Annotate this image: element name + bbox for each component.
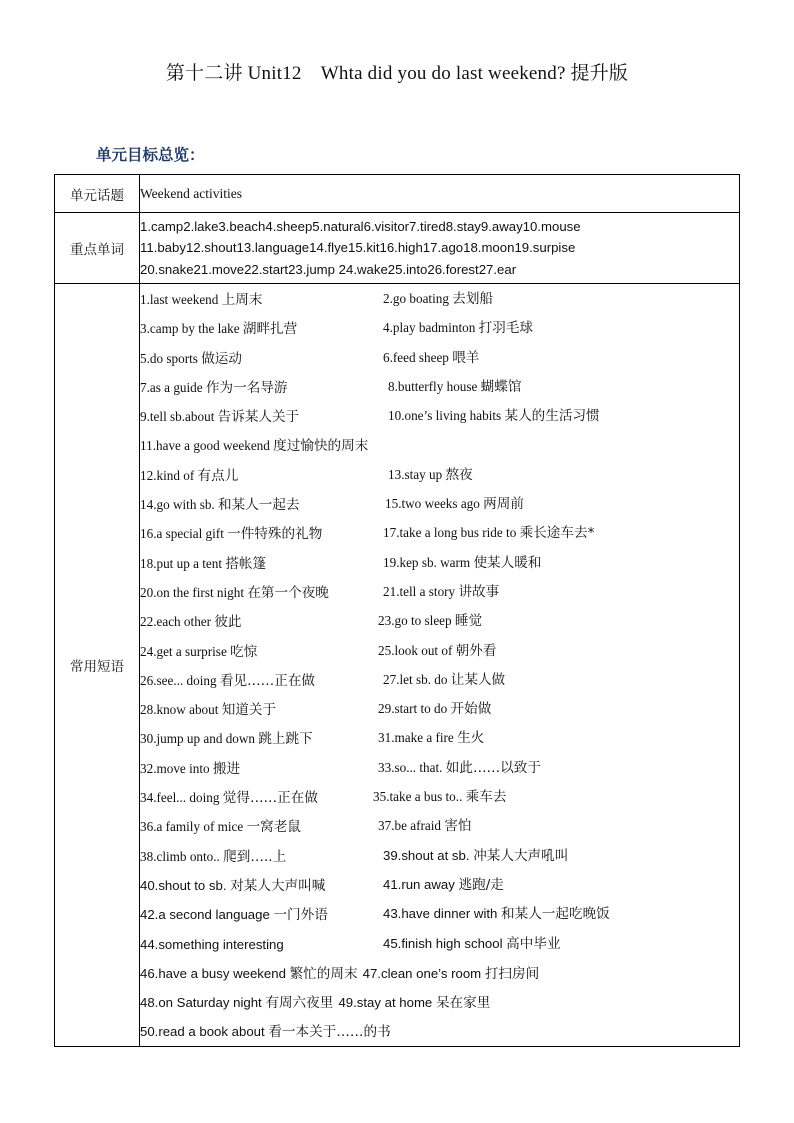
phrase-chinese: 一窝老鼠: [246, 819, 301, 836]
phrase-row: [140, 782, 739, 811]
phrase-item: [140, 344, 242, 374]
phrase-english: 30.jump up and down: [140, 731, 259, 747]
phrase-chinese: 如此……以致于: [445, 759, 541, 776]
phrase-english: 38.climb onto..: [140, 848, 224, 864]
phrase-english: 13.stay up: [388, 466, 446, 482]
topic-row: [55, 175, 740, 213]
phrase-chinese: 看见……正在做: [219, 672, 316, 689]
phrase-chinese: 某人的生活习惯: [504, 408, 600, 425]
phrase-item: [378, 636, 496, 666]
phrase-english: 45.finish high school: [383, 935, 507, 951]
phrase-row: [140, 372, 739, 401]
phrase-chinese: 搬进: [212, 760, 241, 777]
phrase-row: [140, 577, 739, 606]
phrase-row: [140, 401, 739, 430]
phrase-item: [140, 783, 318, 813]
phrase-english: 15.two weeks ago: [385, 496, 484, 512]
phrase-item: [378, 811, 471, 841]
phrase-row: [140, 694, 739, 723]
phrase-item: [373, 782, 506, 812]
phrase-item: [383, 313, 533, 343]
phrase-english: 50.read a book about: [140, 1024, 269, 1040]
phrase-row: [140, 343, 739, 372]
phrase-item: [388, 460, 473, 490]
phrase-item: [140, 959, 358, 989]
phrase-english: 12.kind of: [140, 467, 198, 483]
phrase-chinese: 爬到…..上: [223, 848, 287, 865]
phrase-chinese: 有周六夜里: [265, 995, 334, 1012]
phrase-english: 18.put up a tent: [140, 555, 226, 571]
phrase-english: 42.a second language: [140, 907, 274, 923]
phrase-english: 32.move into: [140, 760, 213, 776]
phrase-chinese: 乘长途车去*: [519, 525, 595, 542]
phrase-row: [140, 958, 739, 987]
phrase-item: [383, 841, 568, 871]
phrase-english: 34.feel... doing: [140, 790, 223, 806]
phrase-chinese: 搭帐篷: [225, 555, 267, 572]
phrase-english: 14.go with sb.: [140, 497, 219, 513]
phrase-english: 41.run away: [383, 876, 459, 892]
phrase-chinese: 呆在家里: [435, 995, 491, 1012]
phrase-chinese: 讲故事: [458, 583, 500, 600]
phrase-item: [338, 988, 490, 1018]
phrase-chinese: 告诉某人关于: [217, 409, 300, 426]
phrase-item: [140, 842, 286, 872]
phrase-chinese: 使某人暖和: [473, 554, 542, 571]
phrase-english: 47.clean one’s room: [362, 965, 485, 981]
phrase-item: [363, 959, 540, 989]
phrase-english: 28.know about: [140, 702, 222, 718]
phrase-english: 25.look out of: [378, 642, 456, 658]
phrase-item: [140, 1017, 391, 1047]
words-line: 11.baby12.shout13.language14.flye15.kit16.high17.ago18.moon19.surpise: [140, 240, 576, 256]
phrase-english: 1.last weekend: [140, 292, 222, 307]
phrase-english: 3.camp by the lake: [140, 321, 243, 337]
phrase-english: 21.tell a story: [383, 583, 459, 599]
phrase-item: [140, 637, 257, 667]
phrase-item: [140, 490, 300, 520]
phrase-english: 37.be afraid: [378, 818, 445, 834]
phrase-chinese: 打扫房间: [484, 965, 540, 982]
phrase-english: 39.shout at sb.: [383, 847, 474, 863]
phrase-item: [140, 871, 325, 901]
phrase-chinese: 两周前: [483, 496, 524, 513]
phrases-cell: [140, 284, 740, 1047]
phrase-row: [140, 636, 739, 665]
phrase-item: [140, 549, 266, 579]
phrase-chinese: 作为一名导游: [205, 379, 288, 396]
phrase-chinese: 让某人做: [450, 671, 506, 688]
phrase-chinese: 害怕: [444, 818, 472, 835]
phrase-item: [140, 519, 322, 549]
phrase-item: [378, 723, 484, 753]
phrase-chinese: 和某人一起去: [218, 497, 300, 514]
phrase-english: 5.do sports: [140, 350, 202, 366]
phrase-english: 27.let sb. do: [383, 671, 451, 687]
phrase-english: 9.tell sb.about: [140, 409, 218, 425]
phrase-row: [140, 548, 739, 577]
phrase-list: [140, 284, 739, 1046]
phrase-item: [383, 870, 504, 900]
phrase-chinese: 度过愉快的周末: [273, 438, 369, 455]
phrase-row: [140, 313, 739, 342]
phrase-row: [140, 841, 739, 870]
phrase-item: [140, 900, 328, 930]
phrase-item: [140, 666, 315, 696]
phrase-english: 19.kep sb. warm: [383, 554, 474, 570]
topic-label: 单元话题: [55, 175, 140, 213]
phrase-english: 16.a special gift: [140, 526, 228, 542]
phrase-item: [383, 284, 493, 314]
phrase-row: [140, 489, 739, 518]
phrase-row: [140, 870, 739, 899]
phrase-item: [383, 899, 610, 929]
phrase-english: 36.a family of mice: [140, 819, 247, 835]
words-line: 20.snake21.move22.start23.jump 24.wake25.into26.forest27.ear: [140, 261, 517, 277]
phrase-english: 44.something interesting: [140, 936, 284, 952]
phrase-english: 48.on Saturday night: [140, 995, 266, 1011]
phrase-english: 22.each other: [140, 614, 215, 630]
phrase-item: [383, 518, 594, 548]
phrase-row: [140, 430, 739, 459]
phrase-english: 4.play badminton: [383, 320, 479, 336]
phrase-item: [140, 314, 297, 344]
phrase-chinese: 湖畔扎营: [242, 321, 298, 338]
phrase-item: [383, 577, 499, 607]
phrase-chinese: 繁忙的周末: [289, 965, 358, 982]
phrase-english: 33.so... that.: [378, 759, 446, 775]
phrase-english: 7.as a guide: [140, 379, 206, 395]
phrase-item: [140, 812, 301, 842]
phrase-row: [140, 723, 739, 752]
phrase-chinese: 做运动: [201, 350, 242, 367]
phrase-chinese: 熬夜: [445, 466, 473, 483]
phrase-english: 20.on the first night: [140, 584, 248, 600]
phrase-row: [140, 665, 739, 694]
phrase-row: [140, 753, 739, 782]
phrase-item: [378, 606, 482, 636]
phrase-item: [388, 372, 521, 402]
phrase-chinese: 逃跑/走: [458, 876, 504, 893]
phrase-chinese: 知道关于: [221, 702, 277, 719]
phrase-english: 2.go boating: [383, 291, 453, 306]
phrase-row: [140, 606, 739, 635]
phrase-english: 23.go to sleep: [378, 613, 455, 629]
phrase-chinese: 喂羊: [452, 349, 480, 366]
phrase-row: [140, 460, 739, 489]
phrase-chinese: 高中毕业: [506, 935, 561, 952]
phrase-chinese: 冲某人大声吼叫: [473, 847, 569, 864]
phrase-row: [140, 987, 739, 1016]
phrase-item: [383, 548, 541, 578]
phrase-english: 8.butterfly house: [388, 378, 481, 394]
phrases-row: [55, 284, 740, 1047]
phrase-chinese: 对某人大声叫喊: [230, 877, 326, 894]
phrase-row: [140, 518, 739, 547]
phrase-chinese: 吃惊: [230, 643, 258, 660]
phrase-chinese: 开始做: [450, 701, 492, 718]
phrase-item: [140, 607, 242, 637]
phrase-item: [140, 373, 287, 403]
page-title: 第十二讲 Unit12 Whta did you do last weekend? 提升版: [165, 63, 629, 84]
phrase-english: 17.take a long bus ride to: [383, 525, 520, 541]
phrase-chinese: 和某人一起吃晚饭: [501, 906, 610, 923]
phrase-chinese: 生火: [457, 730, 485, 747]
phrase-english: 31.make a fire: [378, 730, 458, 746]
phrase-item: [140, 695, 276, 725]
phrase-chinese: 乘车去: [465, 789, 507, 806]
phrase-chinese: 一门外语: [273, 907, 328, 924]
phrase-english: 10.one’s living habits: [388, 408, 505, 424]
phrase-chinese: 觉得……正在做: [222, 790, 318, 807]
phrase-item: [378, 753, 541, 783]
phrase-english: 35.take a bus to..: [373, 789, 466, 805]
phrase-item: [140, 461, 238, 491]
phrase-english: 43.have dinner with: [383, 906, 502, 922]
phrase-english: 29.start to do: [378, 701, 451, 717]
phrase-chinese: 看一本关于……的书: [268, 1024, 391, 1041]
phrase-chinese: 蝴蝶馆: [480, 378, 522, 395]
phrase-row: [140, 811, 739, 840]
phrase-english: 46.have a busy weekend: [140, 965, 290, 981]
phrase-row: [140, 284, 739, 313]
phrase-chinese: 朝外看: [455, 642, 497, 659]
phrase-row: [140, 899, 739, 928]
phrase-chinese: 上周末: [221, 292, 263, 308]
unit-overview-table: [54, 174, 740, 1047]
phrase-english: 24.get a surprise: [140, 643, 231, 659]
phrase-item: [140, 402, 299, 432]
phrase-item: [385, 489, 524, 519]
phrase-item: [140, 988, 333, 1018]
phrase-item: [140, 431, 368, 461]
phrase-english: 6.feed sheep: [383, 349, 453, 365]
phrase-english: 26.see... doing: [140, 672, 220, 688]
phrase-item: [140, 724, 313, 754]
words-line: 1.camp2.lake3.beach4.sheep5.natural6.visitor7.tired8.stay9.away10.mouse: [140, 218, 581, 234]
phrase-item: [378, 694, 491, 724]
phrase-chinese: 一件特殊的礼物: [227, 526, 323, 543]
phrase-chinese: 有点儿: [197, 467, 239, 484]
phrase-english: 40.shout to sb.: [140, 877, 231, 893]
words-cell: [140, 213, 740, 284]
phrase-item: [140, 578, 329, 608]
phrases-label: 常用短语: [55, 284, 140, 1047]
phrase-item: [383, 343, 479, 373]
phrase-item: [388, 401, 600, 431]
topic-value: Weekend activities: [140, 175, 740, 213]
words-label: 重点单词: [55, 213, 140, 284]
phrase-chinese: 跳上跳下: [258, 731, 313, 748]
words-row: [55, 213, 740, 284]
phrase-chinese: 彼此: [214, 614, 242, 631]
phrase-chinese: 打羽毛球: [478, 320, 533, 337]
phrase-chinese: 去划船: [452, 291, 494, 307]
phrase-english: 49.stay at home: [338, 995, 436, 1011]
phrase-row: [140, 929, 739, 958]
phrase-item: [383, 929, 561, 959]
phrase-item: [140, 754, 240, 784]
phrase-english: 11.have a good weekend: [140, 438, 274, 454]
phrase-chinese: 睡觉: [454, 613, 483, 630]
section-heading: 单元目标总览：: [96, 146, 205, 164]
phrase-item: [140, 285, 262, 315]
phrase-item: [140, 930, 284, 960]
phrase-item: [383, 665, 505, 695]
phrase-row: [140, 1016, 739, 1045]
phrase-chinese: 在第一个夜晚: [247, 584, 329, 601]
